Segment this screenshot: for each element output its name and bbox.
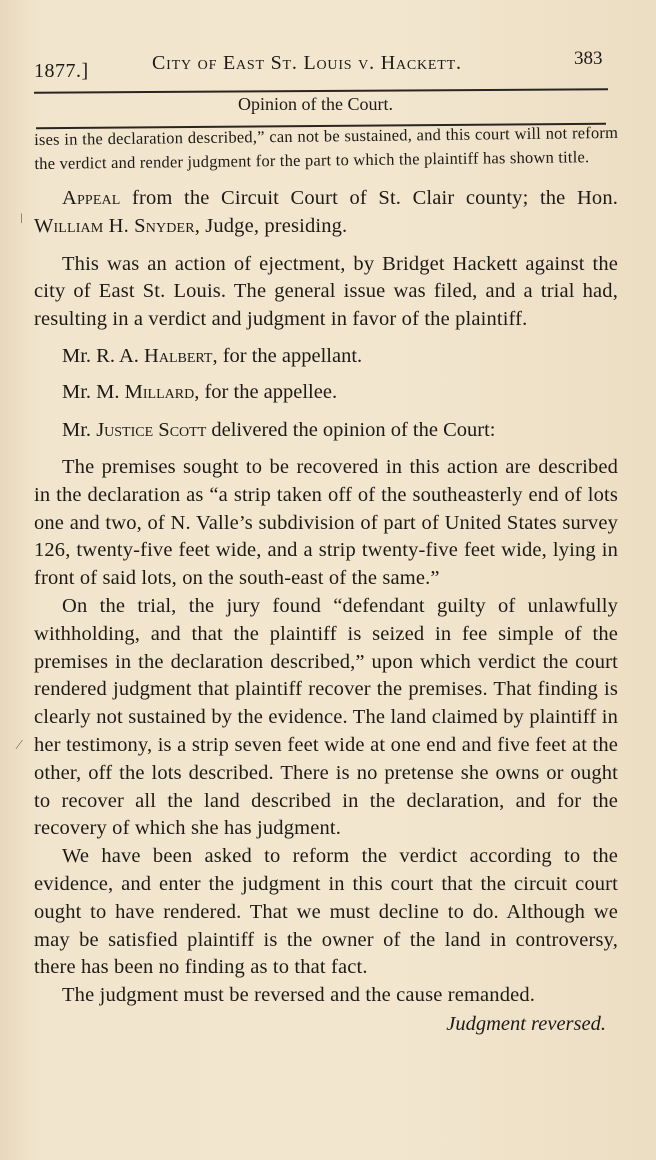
judge-first-name: William xyxy=(34,214,104,237)
justice-prefix: Mr. xyxy=(62,418,97,441)
counsel-name: Millard xyxy=(124,380,195,403)
counsel-appellee xyxy=(62,378,618,406)
running-title: City of East St. Louis v. Hackett. xyxy=(152,52,462,74)
counsel-prefix: Mr. R. A. xyxy=(62,344,145,367)
justice-name: Justice Scott xyxy=(96,418,207,441)
headnote-fragment: ises in the declaration described,” can not be sustained, and this court will not reform the verdict and render judgment for the part to which the plaintiff has shown title. xyxy=(34,122,619,173)
term-year: 1877.] xyxy=(34,60,89,82)
opinion-paragraph: On the trial, the jury found “defendant guilty of unlawfully withholding, and that the plaintiff is seized in fee simple of the premises in the declaration described,” upon which verdict the court rendered judgment that plaintiff recover the premises. That finding is clearly not sustained by the evidence. The land claimed by plaintiff in her testimony, is a strip seven feet wide at one end and five feet at the other, off the lots described. There is no pretense she owns or ought to recover all the land described in the declaration, and for the recovery of which she has judgment. xyxy=(34,594,618,840)
section-subheading: Opinion of the Court. xyxy=(238,94,393,114)
opinion-intro xyxy=(62,416,618,444)
judge-surname: Snyder xyxy=(134,214,195,237)
case-statement: This was an action of ejectment, by Bridget Hackett against the city of East St. Louis. The general issue was filed, and a trial had, resulting in a verdict and judgment in favor of the plaintiff. xyxy=(34,252,618,331)
appeal-tail: , Judge, presiding. xyxy=(194,214,348,237)
page-number: 383 xyxy=(574,48,603,69)
opinion-paragraph: We have been asked to reform the verdict according to the evidence, and enter the judgment in this court that the circuit court ought to have rendered. That we must decline to do. Although we may be satisfied plaintiff is the owner of the land in controversy, there has been no finding as to that fact. xyxy=(34,845,618,979)
justice-text: delivered the opinion of the Court: xyxy=(206,418,496,441)
appeal-lead: Appeal xyxy=(62,187,121,209)
opinion-paragraph: The premises sought to be recovered in this action are described in the declaration as “a strip taken off of the southeasterly end of lots one and two, of N. Valle’s subdivision of part of United States survey 126, twenty-five feet wide, and a strip twenty-five feet wide, lying in front of said lots, on the south-east of the same.” xyxy=(34,455,618,590)
page-body xyxy=(34,122,619,1038)
margin-mark: ⁄ xyxy=(18,738,21,753)
judgment-disposition: Judgment reversed. xyxy=(446,1012,606,1035)
judge-initial: H. xyxy=(103,214,135,237)
counsel-role: , for the appellant. xyxy=(212,344,363,367)
counsel-name: Halbert xyxy=(144,344,213,367)
appeal-text: from the Circuit Court of St. Clair county; the Hon. xyxy=(120,187,618,209)
page-header xyxy=(0,0,656,140)
header-rule-top xyxy=(34,88,608,94)
counsel-appellant xyxy=(62,342,618,370)
opinion-paragraph: The judgment must be reversed and the cause remanded. xyxy=(62,984,536,1007)
counsel-prefix: Mr. M. xyxy=(62,380,125,403)
counsel-role: , for the appellee. xyxy=(194,380,338,403)
margin-mark: ǀ xyxy=(20,212,23,227)
appeal-line xyxy=(34,185,618,241)
